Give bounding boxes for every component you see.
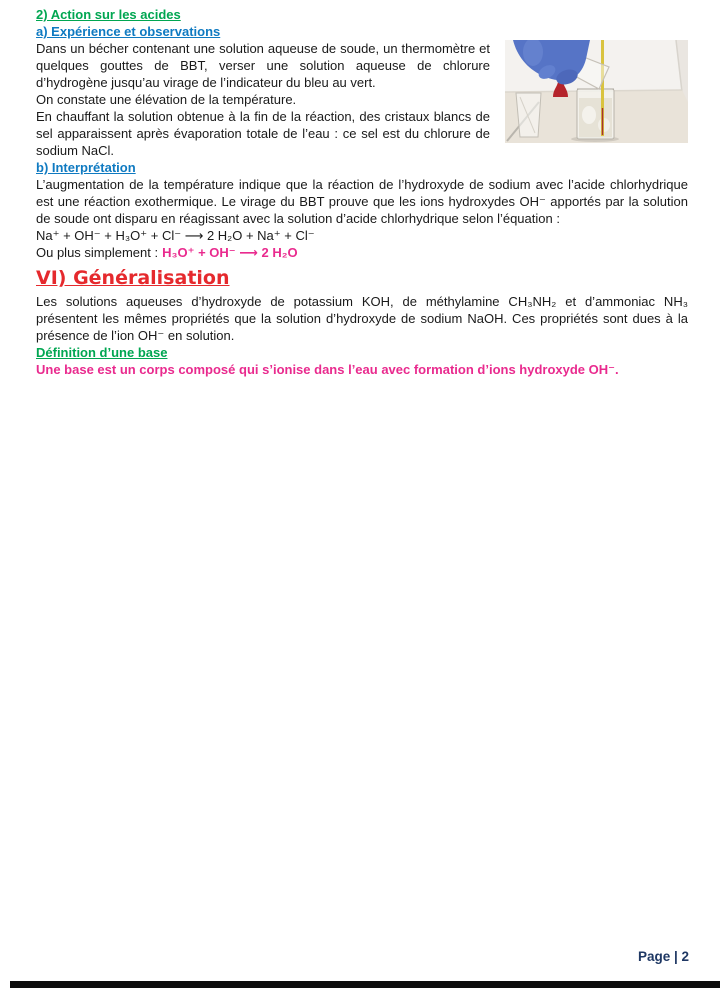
paragraph-experience: Dans un bécher contenant une solution aqueuse de soude, un thermomètre et quelques gouttes de BBT, verser une solution aqueuse de chlorure d’hydrogène jusqu’au virage de l’indicateur du bleu au vert. (36, 41, 490, 90)
equation-simplifiee-prefix: Ou plus simplement : (36, 245, 159, 260)
document-content (36, 6, 688, 378)
heading-experience-observations: a) Expérience et observations (36, 24, 221, 39)
paragraph-constate: On constate une élévation de la température. (36, 92, 297, 107)
heading-definition-base: Définition d’une base (36, 345, 168, 360)
definition-base-text: Une base est un corps composé qui s’ionise dans l’eau avec formation d’ions hydroxyde OH⁻. (36, 362, 619, 377)
page-number: Page | 2 (637, 949, 689, 964)
heading-action-sur-les-acides: 2) Action sur les acides (36, 7, 181, 22)
heading-generalisation: VI) Généralisation (36, 267, 230, 289)
paragraph-chauffant: En chauffant la solution obtenue à la fin de la réaction, des cristaux blancs de sel apparaissent après évaporation totale de l’eau : ce sel est du chlorure de sodium NaCl. (36, 109, 490, 158)
paragraph-interpretation: L’augmentation de la température indique que la réaction de l’hydroxyde de sodium avec l’acide chlorhydrique est une réaction exothermique. Le virage du BBT prouve que les ions hydroxydes OH⁻ apportés par la solution de soude ont disparu en réagissant avec la solution d’acide chlorhydrique selon l’équation : (36, 177, 688, 226)
equation-ionique: Na⁺ + OH⁻ + H₃O⁺ + Cl⁻ ⟶ 2 H₂O + Na⁺ + Cl⁻ (36, 228, 315, 243)
equation-simplifiee-line (36, 244, 688, 261)
paragraph-generalisation: Les solutions aqueuses d’hydroxyde de potassium KOH, de méthylamine CH₃NH₂ et d’ammoniac NH₃ présentent les mêmes propriétés que la solution d’hydroxyde de sodium NaOH. Ces propriétés sont dues à la présence de l’ion OH⁻ en solution. (36, 294, 688, 343)
experiment-photo (505, 40, 688, 143)
thermometer (601, 40, 604, 136)
footer-border-bar (10, 981, 720, 988)
beaker-empty-left (516, 93, 541, 137)
beaker-large (577, 89, 614, 139)
equation-simplifiee: H₃O⁺ + OH⁻ ⟶ 2 H₂O (162, 245, 298, 260)
heading-interpretation: b) Interprétation (36, 160, 136, 175)
